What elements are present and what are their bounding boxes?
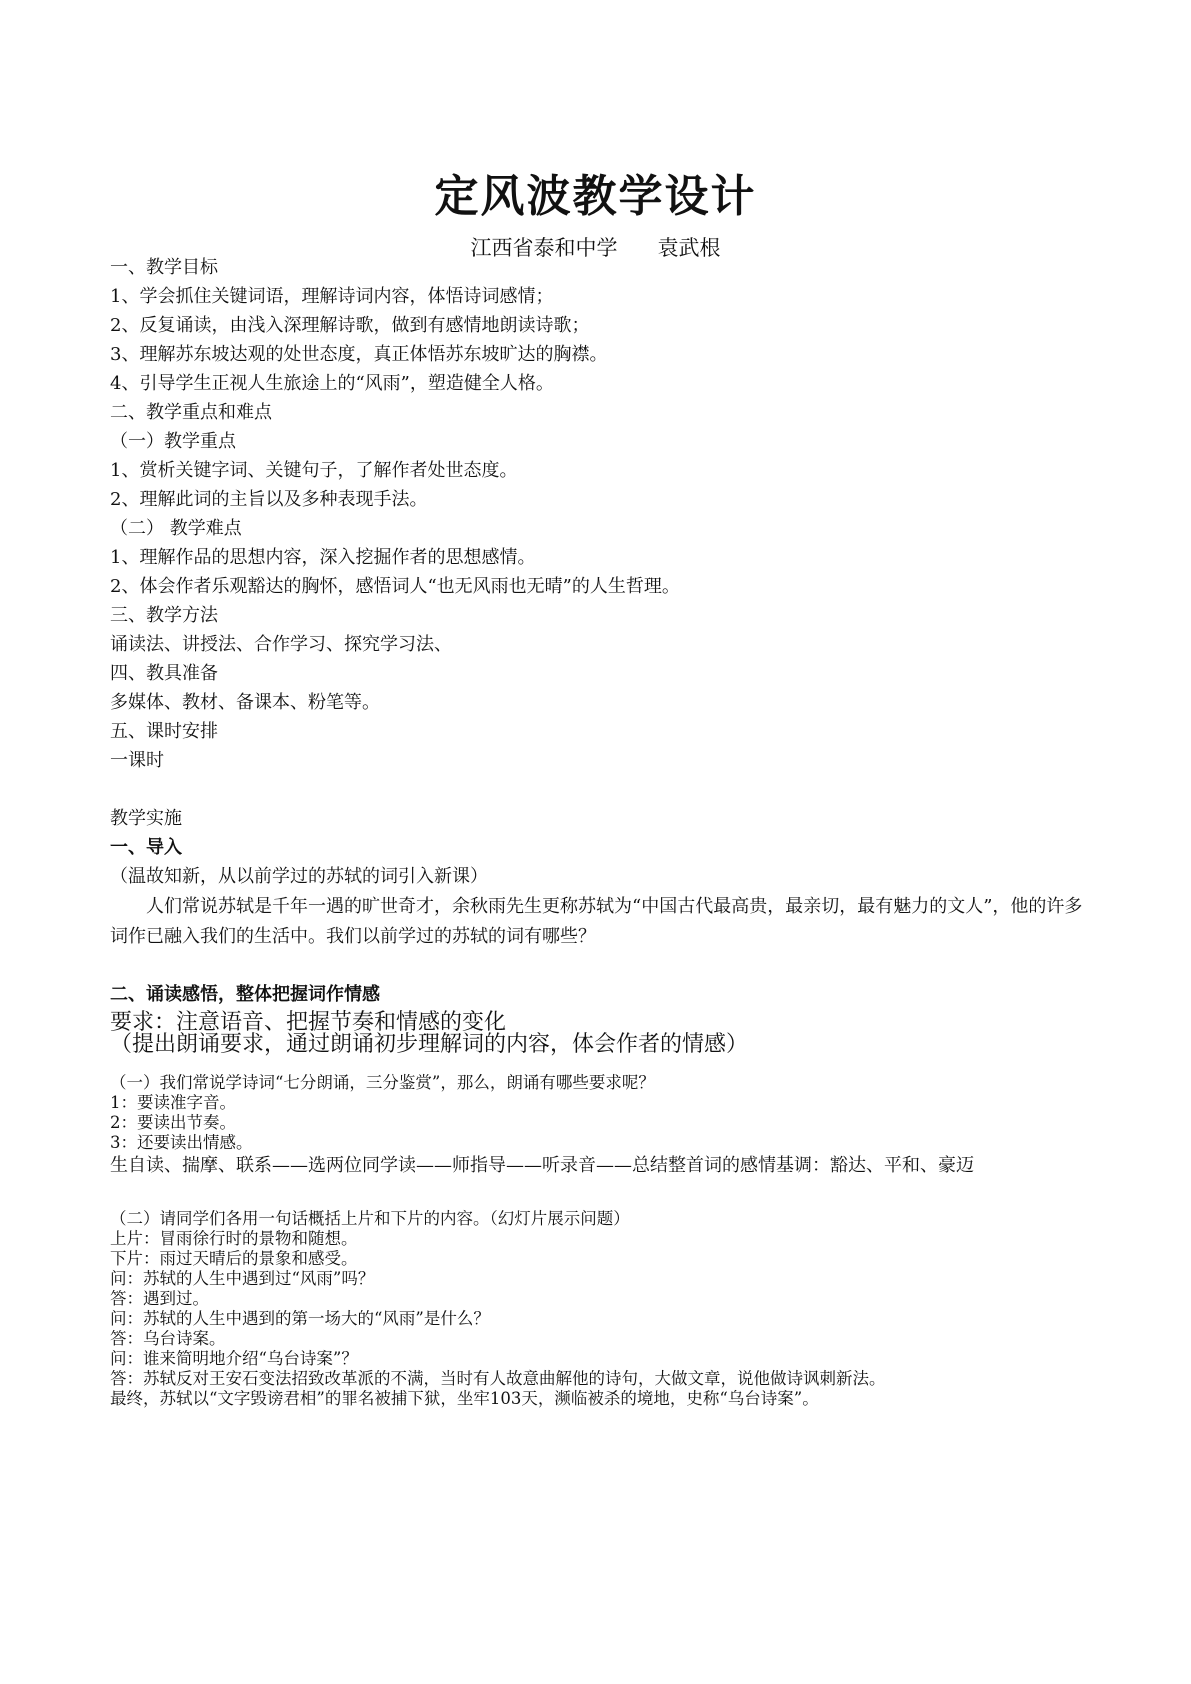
section-heading: 二、诵读感悟，整体把握词作情感 — [110, 984, 380, 1005]
text-line: 最终，苏轼以“文字毁谤君相”的罪名被捕下狱，坐牢103天，濒临被杀的境地，史称“乌台诗案”。 — [110, 1389, 819, 1408]
text-line: 2、体会作者乐观豁达的胸怀，感悟词人“也无风雨也无晴”的人生哲理。 — [110, 576, 680, 597]
section-heading: 教学实施 — [110, 808, 182, 829]
text-line: 答：乌台诗案。 — [110, 1329, 226, 1348]
section-heading: 四、教具准备 — [110, 663, 218, 684]
text-line: 1、理解作品的思想内容，深入挖掘作者的思想感情。 — [110, 547, 536, 568]
text-line: 3：还要读出情感。 — [110, 1133, 253, 1152]
section-heading: 五、课时安排 — [110, 721, 218, 742]
author-name: 袁武根 — [657, 236, 721, 260]
text-line: 生自读、揣摩、联系——选两位同学读——师指导——听录音——总结整首词的感情基调：豁达、平和、豪迈 — [110, 1155, 974, 1176]
text-line: 答：遇到过。 — [110, 1289, 209, 1308]
paragraph: 人们常说苏轼是千年一遇的旷世奇才，余秋雨先生更称苏轼为“中国古代最高贵，最亲切，最有魅力的文人”，他的许多词作已融入我们的生活中。我们以前学过的苏轼的词有哪些？ — [110, 896, 1083, 947]
subsection-heading: （二） 教学难点 — [110, 518, 242, 539]
section-heading: 二、教学重点和难点 — [110, 402, 272, 423]
subsection-heading: （一）教学重点 — [110, 431, 236, 452]
text-line: 问：苏轼的人生中遇到过“风雨”吗？ — [110, 1269, 375, 1288]
text-line: 要求：注意语音、把握节奏和情感的变化 — [110, 1010, 507, 1035]
text-line: （温故知新，从以前学过的苏轼的词引入新课） — [110, 866, 488, 887]
text-line: （二）请同学们各用一句话概括上片和下片的内容。（幻灯片展示问题） — [110, 1209, 630, 1228]
text-line: 2、反复诵读，由浅入深理解诗歌，做到有感情地朗读诗歌； — [110, 315, 590, 336]
text-line: 答：苏轼反对王安石变法招致改革派的不满，当时有人故意曲解他的诗句，大做文章，说他做诗讽刺新法。 — [110, 1369, 886, 1388]
text-line: 下片：雨过天晴后的景象和感受。 — [110, 1249, 358, 1268]
page-title: 定风波教学设计 — [434, 171, 757, 222]
text-line: 问：苏轼的人生中遇到的第一场大的“风雨”是什么？ — [110, 1309, 490, 1328]
text-line: 2、理解此词的主旨以及多种表现手法。 — [110, 489, 428, 510]
text-line: 问：谁来简明地介绍“乌台诗案”？ — [110, 1349, 358, 1368]
author-school: 江西省泰和中学 — [470, 236, 618, 260]
text-line: 上片：冒雨徐行时的景物和随想。 — [110, 1229, 358, 1248]
text-line: 2：要读出节奏。 — [110, 1113, 236, 1132]
text-line: 一课时 — [110, 750, 164, 771]
section-heading: 三、教学方法 — [110, 605, 218, 626]
text-line: 1、赏析关键字词、关键句子，了解作者处世态度。 — [110, 460, 518, 481]
section-heading: 一、导入 — [110, 837, 182, 858]
text-line: （提出朗诵要求，通过朗诵初步理解词的内容，体会作者的情感） — [110, 1032, 749, 1057]
text-line: （一）我们常说学诗词“七分朗诵，三分鉴赏”，那么，朗诵有哪些要求呢？ — [110, 1073, 655, 1092]
text-line: 1：要读准字音。 — [110, 1093, 236, 1112]
text-line: 4、引导学生正视人生旅途上的“风雨”，塑造健全人格。 — [110, 373, 554, 394]
section-heading: 一、教学目标 — [110, 257, 218, 278]
text-line: 3、理解苏东坡达观的处世态度，真正体悟苏东坡旷达的胸襟。 — [110, 344, 608, 365]
text-line: 多媒体、教材、备课本、粉笔等。 — [110, 692, 380, 713]
text-line: 1、学会抓住关键词语，理解诗词内容，体悟诗词感情； — [110, 286, 554, 307]
text-line: 诵读法、讲授法、合作学习、探究学习法、 — [110, 634, 452, 655]
